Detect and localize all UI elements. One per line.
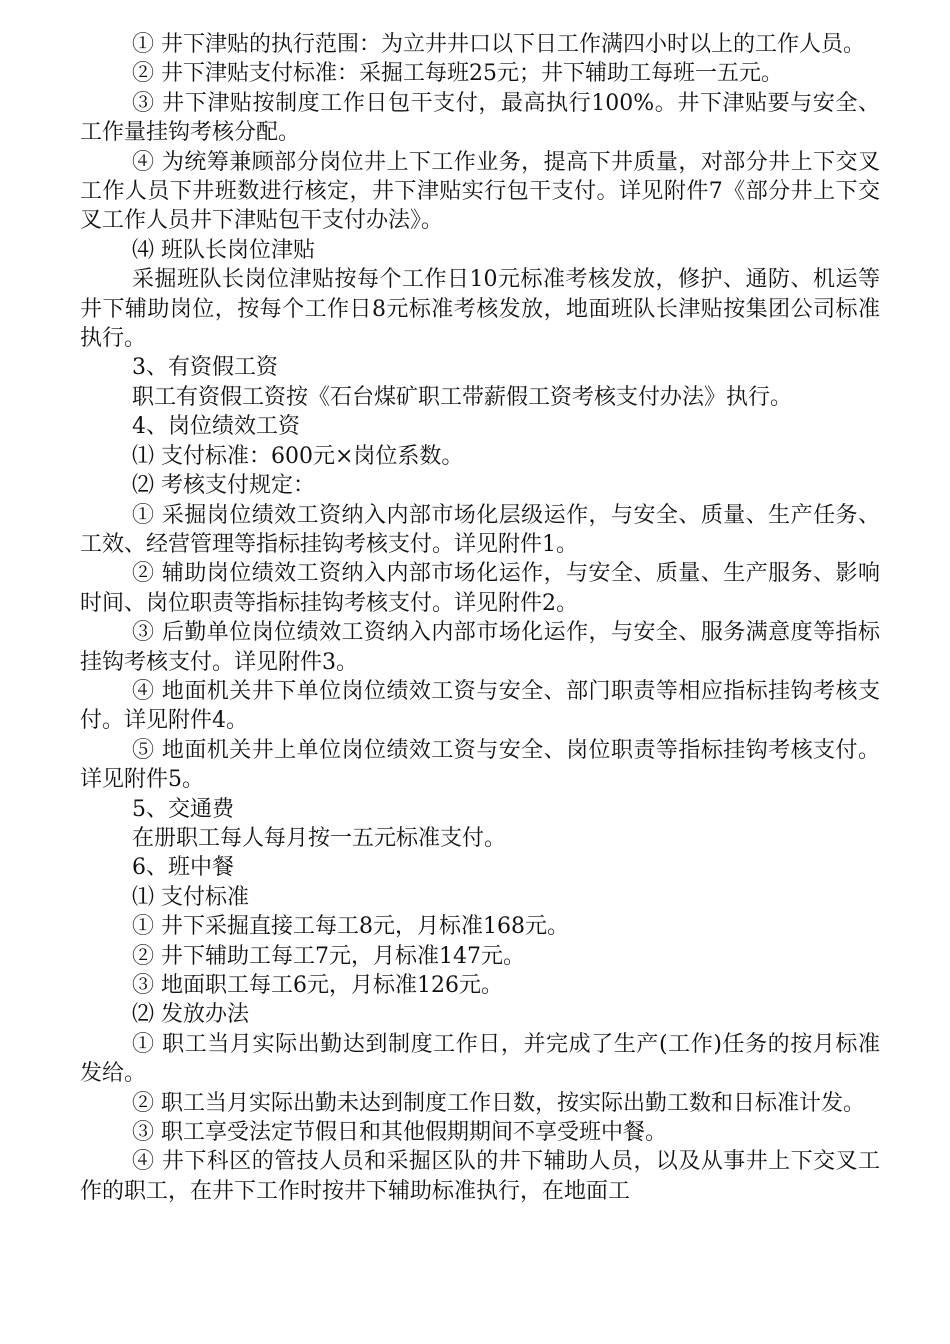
heading-meal-standard: ⑴ 支付标准 (132, 884, 249, 910)
heading-transport-fee: 5、交通费 (132, 796, 234, 822)
heading-shift-meal: 6、班中餐 (132, 855, 234, 881)
heading-performance-wages: 4、岗位绩效工资 (132, 414, 300, 440)
paragraph-logistics-performance: ③ 后勤单位岗位绩效工资纳入内部市场化运作，与安全、服务满意度等指标挂钩考核支付。详见附件3。 (80, 620, 880, 675)
document-page (80, 30, 880, 1206)
paragraph-underground-allowance-payment: ③ 井下津贴按制度工作日包干支付，最高执行100%。井下津贴要与安全、工作量挂钩考核分配。 (80, 90, 880, 146)
paragraph-underground-allowance-rate: ② 井下津贴支付标准：采掘工每班25元；井下辅助工每班一五元。 (132, 61, 783, 87)
heading-assessment-rules: ⑵ 考核支付规定： (132, 473, 315, 499)
paragraph-team-leader-allowance: 采掘班队长岗位津贴按每个工作日10元标准考核发放，修护、通防、机运等井下辅助岗位，按每个工作日8元标准考核发放，地面班队长津贴按集团公司标准执行。 (80, 267, 880, 352)
paragraph-auxiliary-performance: ② 辅助岗位绩效工资纳入内部市场化运作，与安全、质量、生产服务、影响时间、岗位职责等指标挂钩考核支付。详见附件2。 (80, 561, 880, 616)
paragraph-payment-standard: ⑴ 支付标准：600元×岗位系数。 (132, 443, 464, 469)
paragraph-transport-fee: 在册职工每人每月按一五元标准支付。 (132, 825, 507, 851)
paragraph-office-underground-performance: ④ 地面机关井下单位岗位绩效工资与安全、部门职责等相应指标挂钩考核支付。详见附件4。 (80, 678, 880, 734)
heading-team-leader-allowance: ⑷ 班队长岗位津贴 (132, 237, 315, 263)
paragraph-distribution-full: ① 职工当月实际出勤达到制度工作日，并完成了生产(工作)任务的按月标准发给。 (80, 1031, 880, 1087)
heading-distribution-method: ⑵ 发放办法 (132, 1002, 249, 1028)
paragraph-meal-mining: ① 井下采掘直接工每工8元，月标准168元。 (132, 914, 569, 940)
paragraph-distribution-cross-work: ④ 井下科区的管技人员和采掘区队的井下辅助人员，以及从事井上下交叉工作的职工，在井下工作时按井下辅助标准执行，在地面工 (80, 1149, 880, 1204)
paragraph-distribution-partial: ② 职工当月实际出勤未达到制度工作日数，按实际出勤工数和日标准计发。 (132, 1090, 865, 1116)
paragraph-cross-work-allowance: ④ 为统筹兼顾部分岗位井上下工作业务，提高下井质量，对部分井上下交叉工作人员下井班数进行核定，井下津贴实行包干支付。详见附件7《部分井上下交叉工作人员井下津贴包干支付办法》。 (80, 149, 880, 234)
paragraph-paid-leave-wages: 职工有资假工资按《石台煤矿职工带薪假工资考核支付办法》执行。 (132, 384, 793, 410)
paragraph-office-surface-performance: ⑤ 地面机关井上单位岗位绩效工资与安全、岗位职责等指标挂钩考核支付。详见附件5。 (80, 737, 880, 793)
heading-paid-leave-wages: 3、有资假工资 (132, 355, 278, 381)
paragraph-meal-surface: ③ 地面职工每工6元，月标准126元。 (132, 973, 503, 998)
paragraph-meal-auxiliary: ② 井下辅助工每工7元，月标准147元。 (132, 943, 525, 969)
paragraph-underground-allowance-scope: ① 井下津贴的执行范围：为立井井口以下日工作满四小时以上的工作人员。 (132, 32, 865, 57)
paragraph-mining-performance: ① 采掘岗位绩效工资纳入内部市场化层级运作，与安全、质量、生产任务、工效、经营管理等指标挂钩考核支付。详见附件1。 (80, 502, 880, 557)
paragraph-distribution-holiday: ③ 职工享受法定节假日和其他假期期间不享受班中餐。 (132, 1120, 667, 1146)
